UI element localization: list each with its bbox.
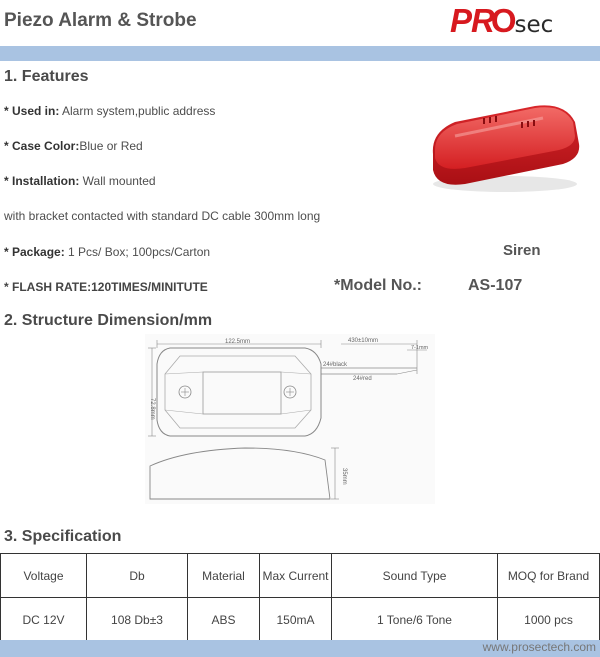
case-color-label: * Case Color:: [4, 139, 80, 153]
installation-value: Wall mounted: [79, 174, 156, 188]
table-cell: DC 12V: [1, 598, 87, 642]
wire-red-label: 24#red: [353, 376, 372, 382]
case-color-value: Blue or Red: [79, 139, 143, 153]
product-name: Siren: [503, 242, 541, 259]
table-cell: 150mA: [260, 598, 332, 642]
table-header-cell: MOQ for Brand: [498, 554, 600, 598]
prosec-logo: [450, 2, 553, 38]
structure-heading: 2. Structure Dimension/mm: [4, 312, 213, 329]
logo-sec: sec: [514, 12, 554, 38]
logo-o: O: [490, 2, 517, 39]
table-cell: 108 Db±3: [87, 598, 188, 642]
header-band: [0, 46, 600, 61]
installation-line: [4, 174, 156, 188]
dim-height-label: 35mm: [341, 468, 347, 485]
dim-length-label: 122.5mm: [225, 339, 251, 345]
dimension-drawing: [145, 334, 435, 504]
table-cell: 1 Tone/6 Tone: [332, 598, 498, 642]
siren-product-image: [425, 92, 585, 202]
dim-strip-label: 7-1mm: [411, 345, 429, 351]
page-title: Piezo Alarm & Strobe: [4, 10, 197, 31]
model-label: *Model No.:: [334, 277, 422, 294]
package-label: * Package:: [4, 245, 65, 259]
model-value: AS-107: [468, 277, 523, 294]
used-in-label: * Used in:: [4, 104, 60, 118]
used-in-line: [4, 104, 215, 118]
table-header-cell: Material: [188, 554, 260, 598]
table-header-cell: Voltage: [1, 554, 87, 598]
table-header-row: [1, 554, 600, 598]
used-in-value: Alarm system,public address: [59, 104, 216, 118]
features-heading: 1. Features: [4, 68, 89, 85]
specification-table: [0, 553, 600, 642]
table-header-cell: Db: [87, 554, 188, 598]
table-header-cell: Max Current: [260, 554, 332, 598]
logo-pr: PR: [450, 2, 494, 39]
dim-cable-label: 430±10mm: [348, 338, 378, 344]
dim-width-label: 72.8mm: [149, 398, 155, 420]
bracket-line: with bracket contacted with standard DC cable 300mm long: [4, 209, 321, 223]
table-cell: ABS: [188, 598, 260, 642]
table-row: [1, 598, 600, 642]
table-header-cell: Sound Type: [332, 554, 498, 598]
case-color-line: [4, 139, 143, 153]
package-line: [4, 245, 210, 259]
package-value: 1 Pcs/ Box; 100pcs/Carton: [64, 245, 211, 259]
footer-url: www.prosectech.com: [482, 640, 596, 654]
wire-black-label: 24#black: [323, 362, 348, 368]
flash-rate-line: * FLASH RATE:120TIMES/MINITUTE: [4, 280, 208, 294]
specification-heading: 3. Specification: [4, 528, 122, 545]
installation-label: * Installation:: [4, 174, 80, 188]
table-cell: 1000 pcs: [498, 598, 600, 642]
